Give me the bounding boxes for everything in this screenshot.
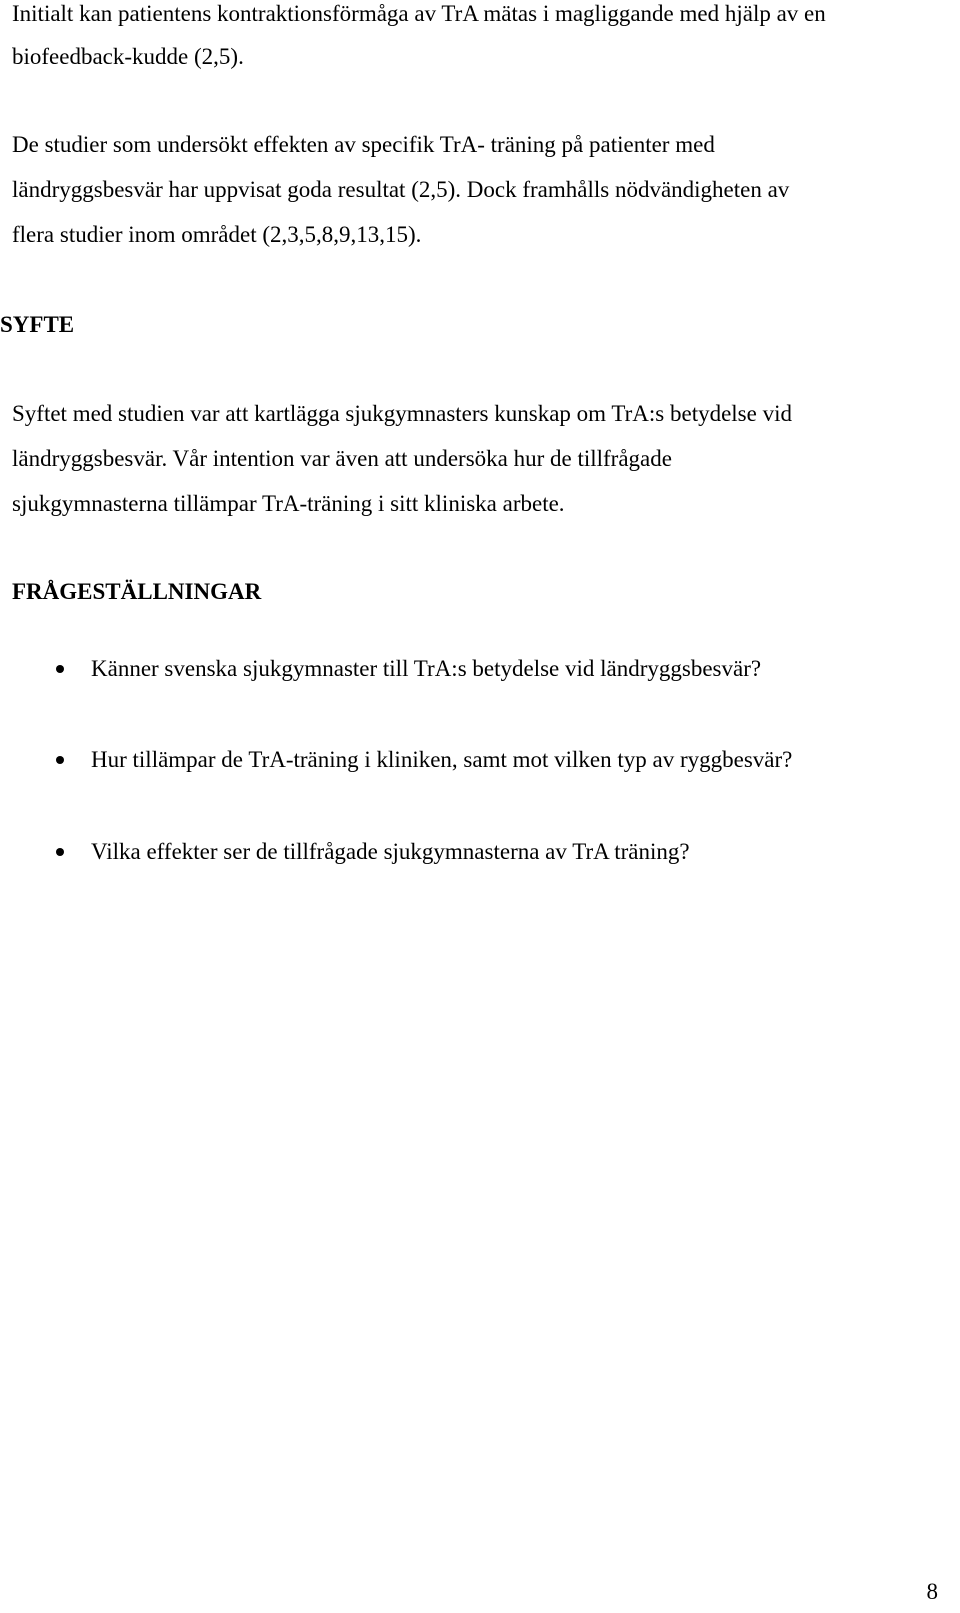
section-heading-fragestallningar: FRÅGESTÄLLNINGAR	[12, 579, 262, 604]
list-item-text: Känner svenska sjukgymnaster till TrA:s betydelse vid ländryggsbesvär?	[91, 656, 762, 681]
bullet-icon	[56, 665, 64, 673]
page-number: 8	[926, 1579, 938, 1604]
bullet-icon	[56, 756, 64, 764]
syfte-paragraph-line-2: ländryggsbesvär. Vår intention var även att undersöka hur de tillfrågade	[12, 446, 672, 471]
syfte-paragraph-line-1: Syftet med studien var att kartlägga sjukgymnasters kunskap om TrA:s betydelse vid	[12, 401, 792, 426]
intro-paragraph-2-line-3: flera studier inom området (2,3,5,8,9,13,15).	[12, 222, 422, 247]
intro-paragraph-2-line-2: ländryggsbesvär har uppvisat goda resultat (2,5). Dock framhålls nödvändigheten av	[12, 177, 790, 202]
intro-paragraph-1-line-2: biofeedback-kudde (2,5).	[12, 44, 244, 69]
section-heading-syfte: SYFTE	[0, 312, 75, 337]
list-item-text: Vilka effekter ser de tillfrågade sjukgymnasterna av TrA träning?	[91, 839, 690, 864]
intro-paragraph-1-line-1: Initialt kan patientens kontraktionsförmåga av TrA mätas i magliggande med hjälp av en	[12, 1, 826, 26]
bullet-icon	[56, 848, 64, 856]
syfte-paragraph-line-3: sjukgymnasterna tillämpar TrA-träning i sitt kliniska arbete.	[12, 491, 565, 516]
list-item-text: Hur tillämpar de TrA-träning i kliniken, samt mot vilken typ av ryggbesvär?	[91, 747, 793, 772]
intro-paragraph-2-line-1: De studier som undersökt effekten av specifik TrA- träning på patienter med	[12, 132, 715, 157]
